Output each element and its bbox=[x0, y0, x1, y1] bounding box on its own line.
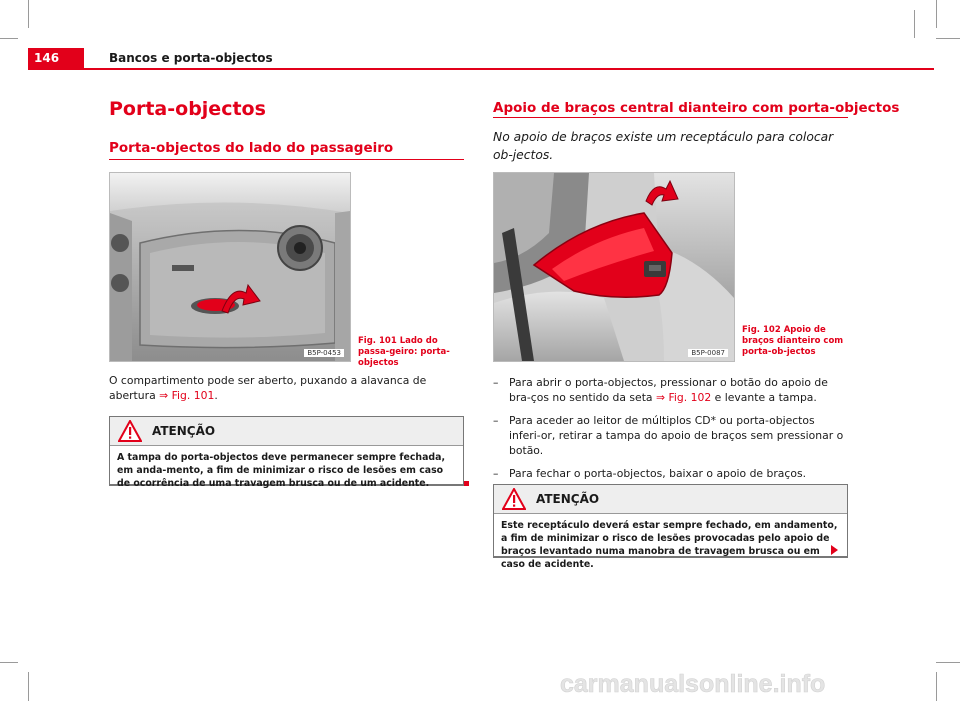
figure-101-glovebox bbox=[109, 172, 351, 362]
step-text: Para aceder ao leitor de múltiplos CD* ou porta-objectos inferi-or, retirar a tampa do apoio de braços sem pressionar o botão. bbox=[509, 414, 844, 457]
crop-mark bbox=[28, 672, 29, 701]
crop-mark bbox=[914, 10, 915, 38]
armrest-illustration bbox=[494, 173, 734, 361]
figure-102-armrest bbox=[493, 172, 735, 362]
figure-102-link[interactable]: ⇒ Fig. 102 bbox=[655, 391, 712, 404]
step-text: Para fechar o porta-objectos, baixar o apoio de braços. bbox=[509, 467, 807, 480]
instruction-step bbox=[493, 466, 848, 481]
figure-code: B5P-0453 bbox=[304, 349, 344, 357]
subsection-title-armrest: Apoio de braços central dianteiro com porta-objectos bbox=[493, 100, 900, 116]
figure-101-caption: Fig. 101 Lado do passa-geiro: porta-objectos bbox=[358, 336, 450, 368]
crop-mark bbox=[0, 38, 18, 39]
warning-triangle-icon bbox=[118, 420, 142, 442]
figure-102-caption: Fig. 102 Apoio de braços dianteiro com porta-ob-jectos bbox=[742, 325, 844, 357]
instruction-step bbox=[493, 375, 848, 405]
warning-text: A tampa do porta-objectos deve permanecer sempre fechada, em anda-mento, a fim de minimizar o risco de lesões em caso de ocorrência de uma travagem brusca ou de um acidente. bbox=[117, 452, 446, 489]
warning-box-left bbox=[109, 416, 464, 489]
warning-box-right bbox=[493, 484, 848, 570]
step-dash: – bbox=[493, 414, 499, 427]
crop-mark bbox=[28, 0, 29, 28]
step-text: Para abrir o porta-objectos, pressionar o botão do apoio de bra-ços no sentido da seta bbox=[509, 376, 828, 404]
svg-text:carmanualsonline.info: carmanualsonline.info bbox=[560, 670, 826, 698]
glovebox-paragraph bbox=[109, 373, 464, 403]
armrest-intro: No apoio de braços existe um receptáculo para colocar ob-jectos. bbox=[493, 130, 834, 162]
running-title: Bancos e porta-objectos bbox=[109, 51, 273, 65]
instruction-list bbox=[493, 375, 848, 489]
subsection-title-passenger: Porta-objectos do lado do passageiro bbox=[109, 140, 394, 156]
subsection-rule bbox=[109, 159, 464, 160]
crop-mark bbox=[0, 662, 18, 663]
warning-triangle-icon bbox=[502, 488, 526, 510]
instruction-step bbox=[493, 413, 848, 458]
warning-title: ATENÇÃO bbox=[536, 492, 600, 506]
crop-mark bbox=[936, 662, 960, 663]
paragraph-text: O compartimento pode ser aberto, puxando a alavanca de abertura bbox=[109, 374, 427, 402]
warning-text: Este receptáculo deverá estar sempre fechado, em andamento, a fim de minimizar o risco de lesões provocadas pelo apoio de braços levantado numa manobra de travagem brusca ou em caso de acidente. bbox=[501, 520, 838, 570]
paragraph-end: . bbox=[214, 389, 218, 402]
step-text-end: e levante a tampa. bbox=[711, 391, 817, 404]
step-dash: – bbox=[493, 376, 499, 389]
watermark-logo bbox=[560, 668, 920, 698]
page-number: 146 bbox=[28, 48, 84, 68]
crop-mark bbox=[936, 672, 937, 701]
section-end-marker bbox=[464, 481, 469, 486]
continued-arrow-icon bbox=[831, 545, 838, 555]
subsection-rule bbox=[493, 117, 848, 118]
crop-mark bbox=[936, 0, 937, 28]
warning-title: ATENÇÃO bbox=[152, 424, 216, 438]
warning-header bbox=[494, 485, 847, 514]
section-title: Porta-objectos bbox=[109, 98, 266, 120]
crop-mark bbox=[936, 38, 960, 39]
step-dash: – bbox=[493, 467, 499, 480]
glovebox-illustration bbox=[110, 173, 350, 361]
warning-header bbox=[110, 417, 463, 446]
figure-code: B5P-0087 bbox=[688, 349, 728, 357]
figure-101-link[interactable]: ⇒ Fig. 101 bbox=[159, 389, 215, 402]
header-rule bbox=[28, 68, 934, 70]
